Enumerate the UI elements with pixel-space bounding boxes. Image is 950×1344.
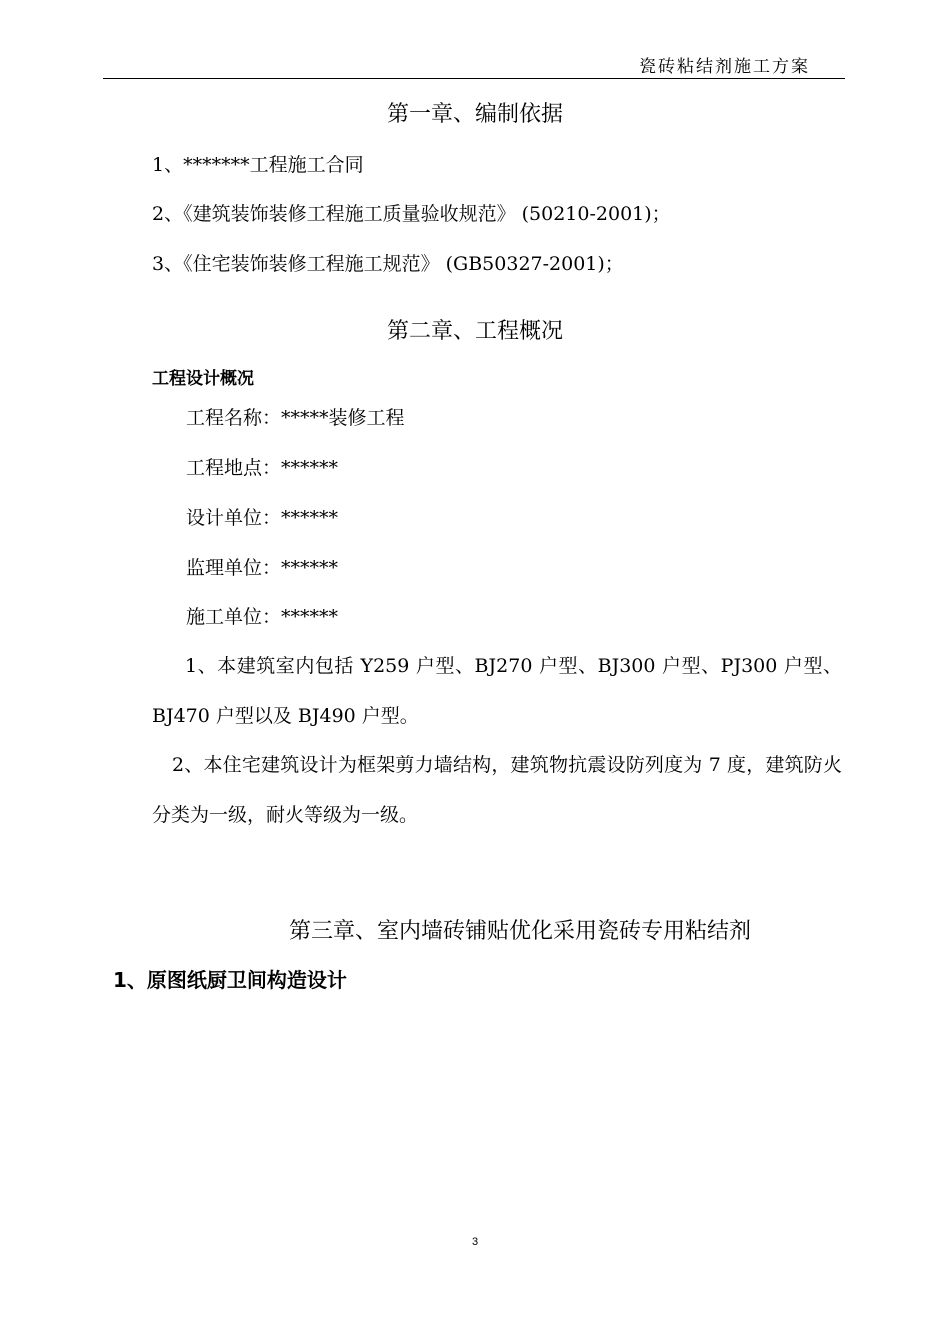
chapter-3-heading: 第三章、室内墙砖铺贴优化采用瓷砖专用粘结剂 xyxy=(288,919,751,944)
overview-paragraph-unit-types: 1、本建筑室内包括 Y259 户型、BJ270 户型、BJ300 户型、PJ300 户型、BJ470 户型以及 BJ490 户型。 xyxy=(152,655,842,727)
reference-item: 3、《住宅装饰装修工程施工规范》 (GB50327-2001)； xyxy=(152,253,624,275)
reference-item: 1、*******工程施工合同 xyxy=(152,154,364,176)
construction-unit-line: 施工单位：****** xyxy=(186,606,339,628)
chapter-2-heading: 第二章、工程概况 xyxy=(386,319,563,344)
design-unit-line: 设计单位：****** xyxy=(186,507,339,529)
supervision-unit-line: 监理单位：****** xyxy=(186,557,339,579)
page-number: 3 xyxy=(471,1236,479,1248)
header-rule xyxy=(103,78,845,79)
project-name-line: 工程名称：*****装修工程 xyxy=(186,407,405,429)
section-heading-kitchen-bath: 1、原图纸厨卫间构造设计 xyxy=(113,968,347,992)
design-overview-subtitle: 工程设计概况 xyxy=(152,369,254,389)
chapter-1-heading: 第一章、编制依据 xyxy=(386,102,563,127)
project-location-line: 工程地点：****** xyxy=(186,457,339,479)
overview-paragraph-structure: 2、本住宅建筑设计为框架剪力墙结构，建筑物抗震设防列度为 7 度，建筑防火分类为一级，耐火等级为一级。 xyxy=(152,754,842,826)
reference-item: 2、《建筑装饰装修工程施工质量验收规范》 (50210-2001)； xyxy=(152,203,671,225)
running-header-title: 瓷砖粘结剂施工方案 xyxy=(639,57,810,77)
